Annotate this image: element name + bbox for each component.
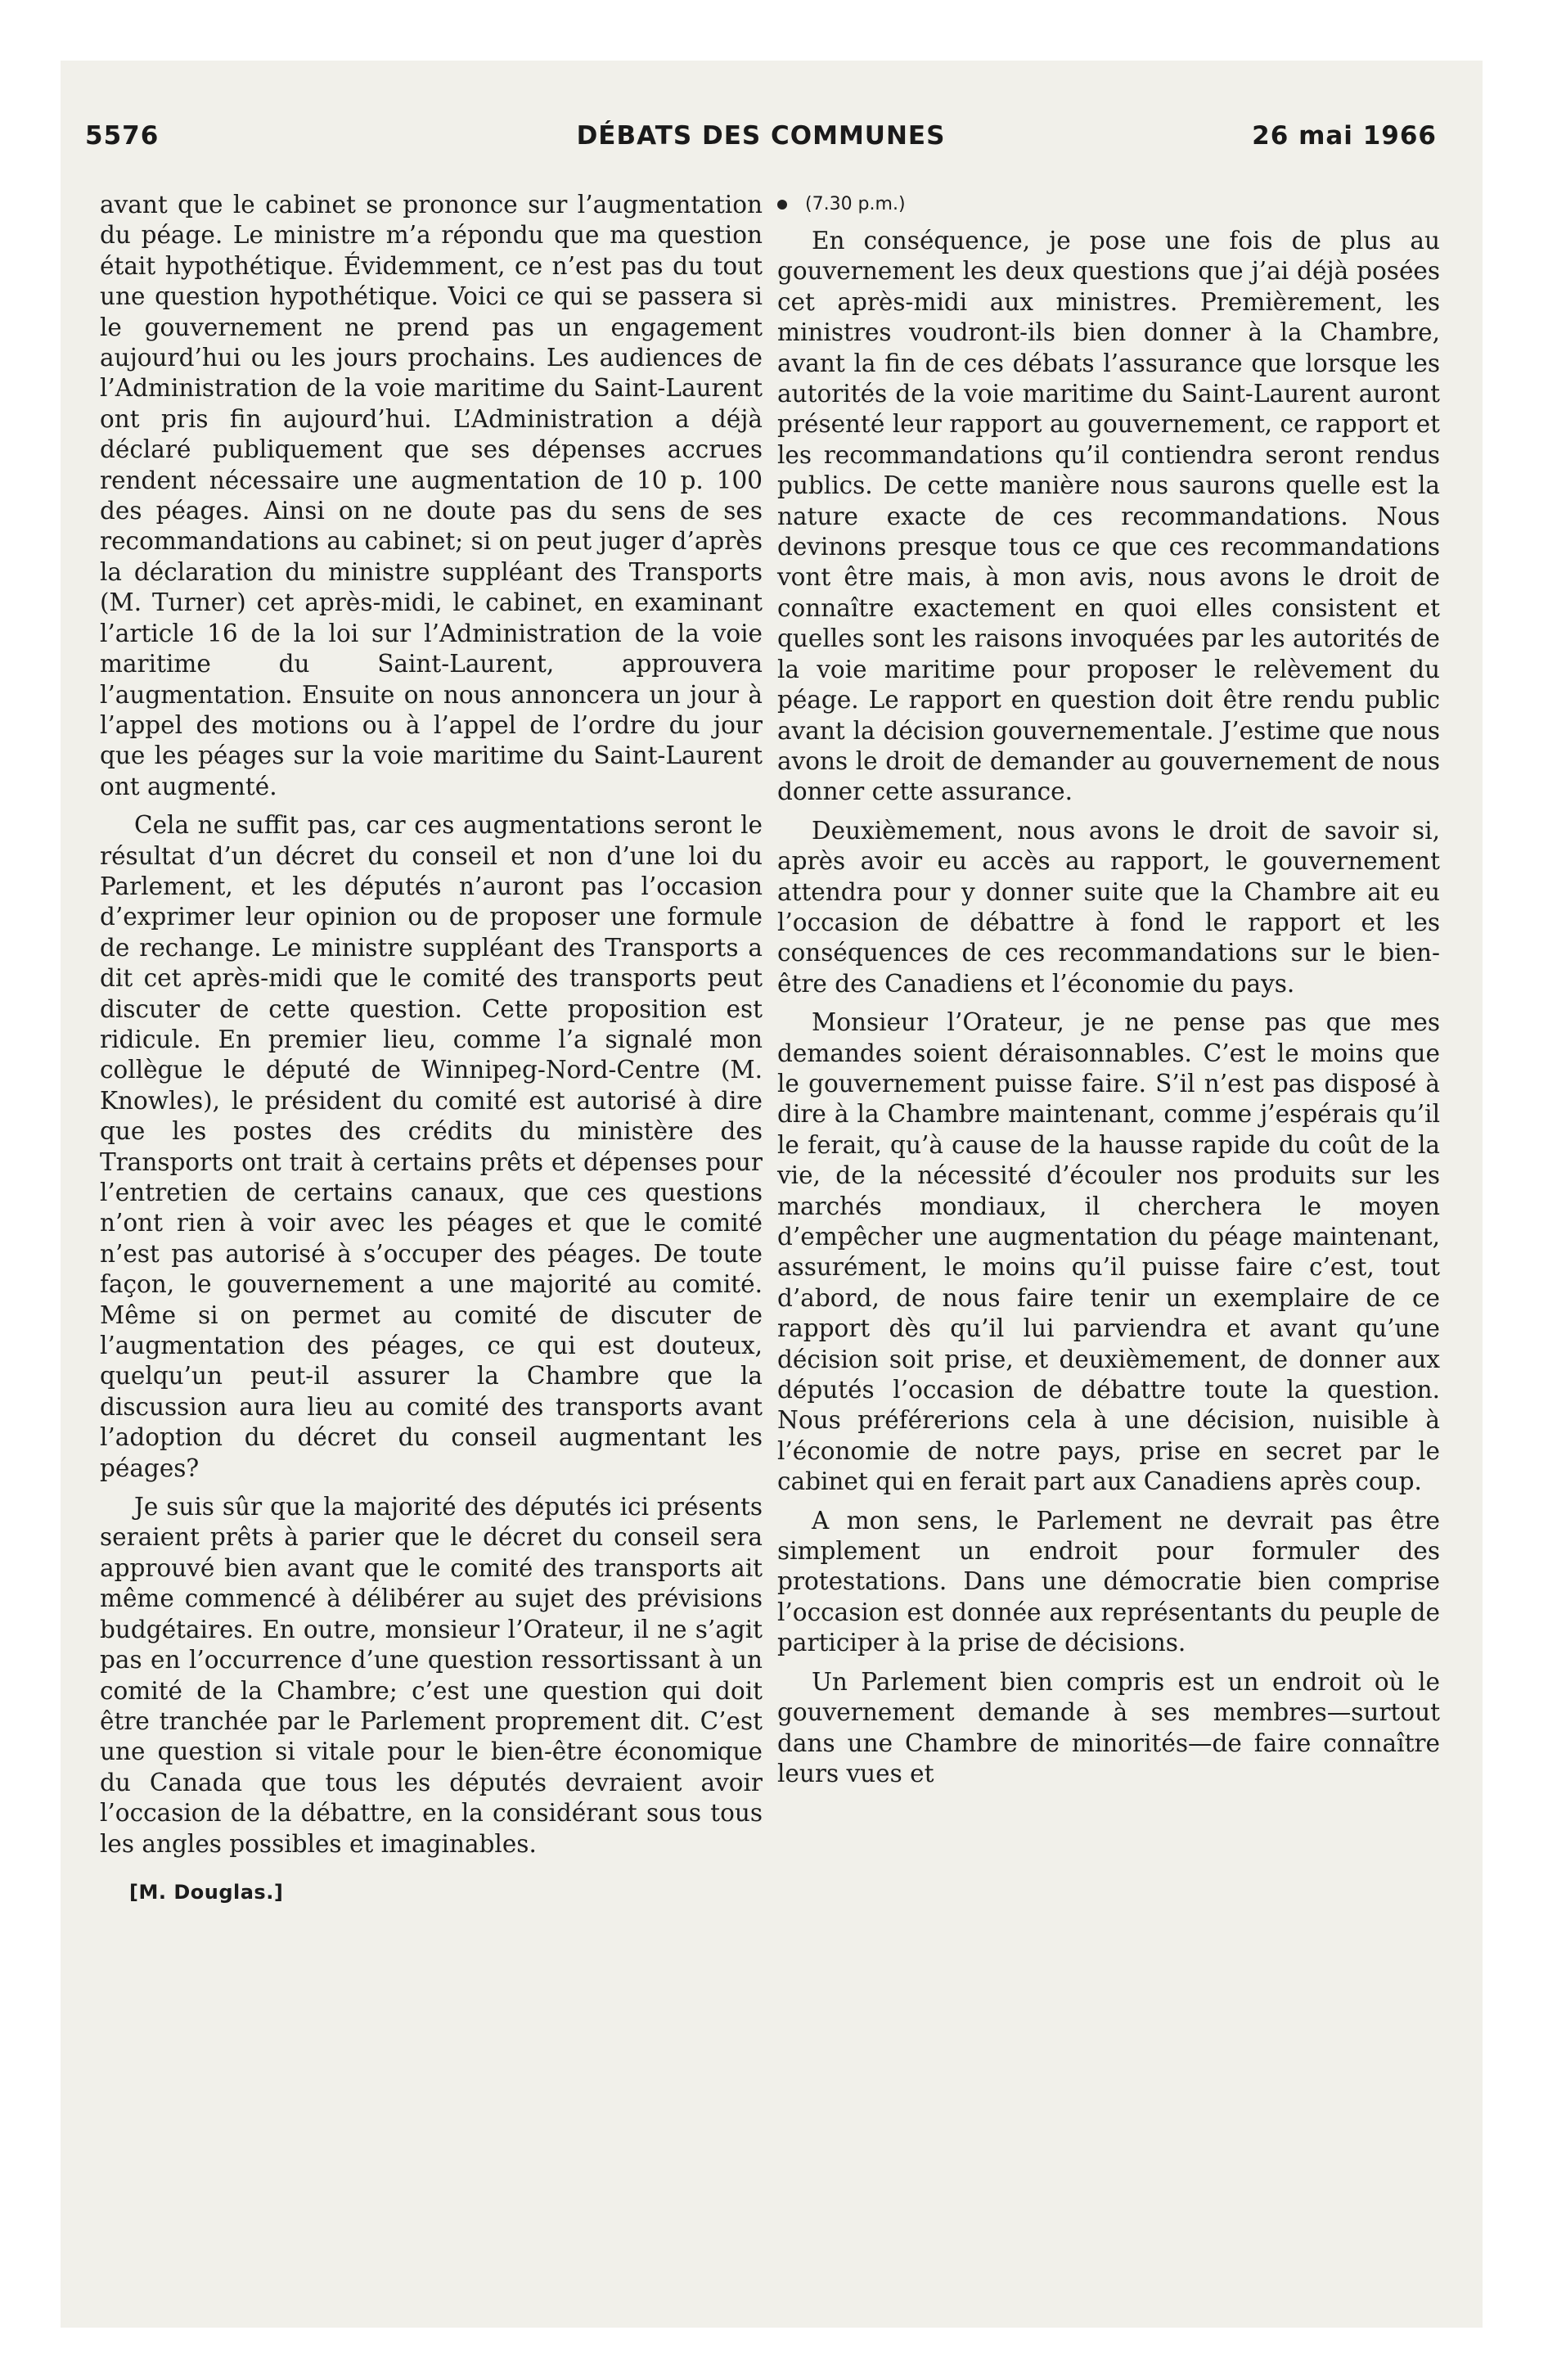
speaker-tag: [M. Douglas.] (129, 1880, 284, 1904)
paragraph: Monsieur l’Orateur, je ne pense pas que mes demandes soient déraisonnables. C’est le moins que le gouvernement puisse faire. S’il n’est pas disposé à dire à la Chambre maintenant, comme j’espérais qu’il le ferait, qu’à cause de la hausse rapide du coût de la vie, de la nécessité d’écouler nos produits sur les marchés mondiaux, il cherchera le moyen d’empêcher une augmentation du péage maintenant, assurément, le moins qu’il puisse faire c’est, tout d’abord, de nous faire tenir un exemplaire de ce rapport dès qu’il lui parviendra et avant qu’une décision soit prise, et deuxièmement, de donner aux députés l’occasion de débattre toute la question. Nous préférerions cela à une décision, nuisible à l’économie de notre pays, prise en secret par le cabinet qui en ferait part aux Canadiens après coup. (777, 1008, 1440, 1496)
time-marker (777, 190, 1440, 219)
paragraph: Cela ne suffit pas, car ces augmentations seront le résultat d’un décret du conseil et non d’une loi du Parlement, et les députés n’auront pas l’occasion d’exprimer leur opinion ou de proposer une formule de rechange. Le ministre suppléant des Transports a dit cet après-midi que le comité des transports peut discuter de cette question. Cette proposition est ridicule. En premier lieu, comme l’a signalé mon collègue le député de Winnipeg-Nord-Centre (M. Knowles), le président du comité est autorisé à dire que les postes des crédits du ministère des Transports ont trait à certains prêts et dépenses pour l’entretien de certains canaux, que ces questions n’ont rien à voir avec les péages et que le comité n’est pas autorisé à s’occuper des péages. De toute façon, le gouvernement a une majorité au comité. Même si on permet au comité de discuter de l’augmentation des péages, ce qui est douteux, quelqu’un peut-il assurer la Chambre que la discussion aura lieu au comité des transports avant l’adoption du décret du conseil augmentant les péages? (100, 811, 763, 1482)
bullet-icon (777, 200, 787, 210)
paragraph: En conséquence, je pose une fois de plus au gouvernement les deux questions que j’ai déjà posées cet après-midi aux ministres. Premièrement, les ministres voudront-ils bien donner à la Chambre, avant la fin de ces débats l’assurance que lorsque les autorités de la voie maritime du Saint-Laurent auront présenté leur rapport au gouvernement, ce rapport et les recommandations qu’il contiendra seront rendus publics. De cette manière nous saurons quelle est la nature exacte de ces recommandations. Nous devinons presque tous ce que ces recommandations vont être mais, à mon avis, nous avons le droit de connaître exactement en quoi elles consistent et quelles sont les raisons invoquées par les autorités de la voie maritime pour proposer le relèvement du péage. Le rapport en question doit être rendu public avant la décision gouvernementale. J’estime que nous avons le droit de demander au gouvernement de nous donner cette assurance. (777, 227, 1440, 806)
header-date: 26 mai 1966 (1252, 121, 1437, 151)
paragraph: Un Parlement bien compris est un endroit où le gouvernement demande à ses membres—surtout dans une Chambre de minorités—de faire connaître leurs vues et (777, 1667, 1440, 1787)
time-marker-text: (7.30 p.m.) (805, 194, 906, 214)
paragraph: avant que le cabinet se prononce sur l’augmentation du péage. Le ministre m’a répondu que ma question était hypothétique. Évidemment, ce n’est pas du tout une question hypothétique. Voici ce qui se passera si le gouvernement ne prend pas un engagement aujourd’hui ou les jours prochains. Les audiences de l’Administration de la voie maritime du Saint-Laurent ont pris fin aujourd’hui. L’Administration a déjà déclaré publiquement que ses dépenses accrues rendent nécessaire une augmentation de 10 p. 100 des péages. Ainsi on ne doute pas du sens de ses recommandations au cabinet; si on peut juger d’après la déclaration du ministre suppléant des Transports (M. Turner) cet après-midi, le cabinet, en examinant l’article 16 de la loi sur l’Administration de la voie maritime du Saint-Laurent, approuvera l’augmentation. Ensuite on nous annoncera un jour à l’appel des motions ou à l’appel de l’ordre du jour que les péages sur la voie maritime du Saint-Laurent ont augmenté. (100, 191, 763, 800)
paragraph: A mon sens, le Parlement ne devrait pas être simplement un endroit pour formuler des protestations. Dans une démocratie bien comprise l’occasion est donnée aux représentants du peuple de participer à la prise de décisions. (777, 1506, 1440, 1657)
page-number: 5576 (85, 121, 160, 151)
left-column (100, 190, 763, 1908)
paragraph: Deuxièmement, nous avons le droit de savoir si, après avoir eu accès au rapport, le gouvernement attendra pour y donner suite que la Chambre ait eu l’occasion de débattre à fond le rapport et les conséquences de ces recommandations sur le bien-être des Canadiens et l’économie du pays. (777, 816, 1440, 998)
right-column (777, 190, 1440, 1789)
running-title: DÉBATS DES COMMUNES (576, 121, 946, 151)
paragraph: Je suis sûr que la majorité des députés ici présents seraient prêts à parier que le décret du conseil sera approuvé bien avant que le comité des transports ait même commencé à délibérer au sujet des prévisions budgétaires. En outre, monsieur l’Orateur, il ne s’agit pas en l’occurrence d’une question ressortissant à un comité de la Chambre; c’est une question qui doit être tranchée par le Parlement proprement dit. C’est une question si vitale pour le bien-être économique du Canada que tous les députés devraient avoir l’occasion de la débattre, en la considérant sous tous les angles possibles et imaginables. (100, 1493, 763, 1858)
page-header (85, 121, 1437, 170)
